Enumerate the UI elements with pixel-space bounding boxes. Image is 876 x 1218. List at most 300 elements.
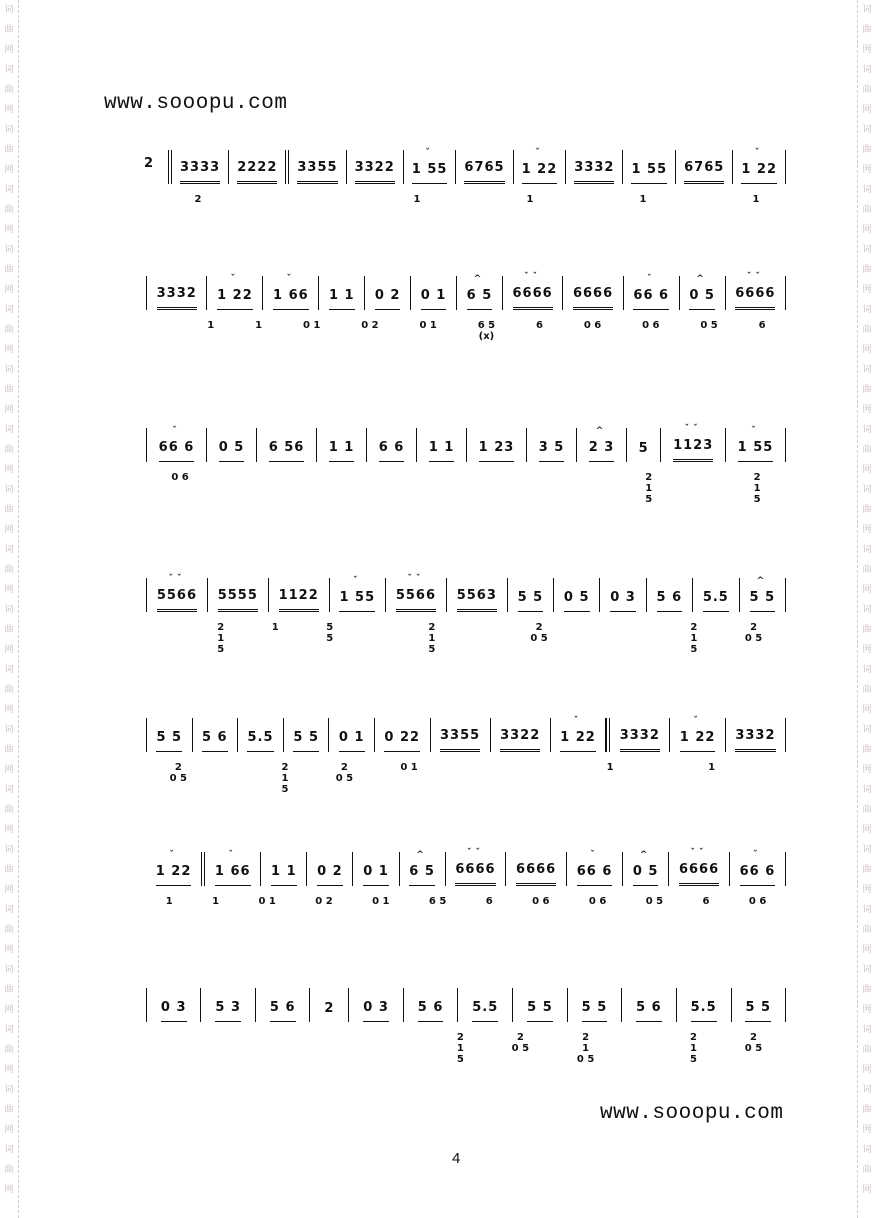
measure	[623, 852, 669, 886]
accompaniment-cell: 1	[207, 320, 215, 331]
watermark-glyph: 曲	[862, 385, 872, 395]
watermark-glyph: 曲	[4, 265, 14, 275]
watermark-glyph: 曲	[862, 925, 872, 935]
watermark-glyph: 网	[4, 765, 14, 775]
accompaniment-cell	[146, 320, 187, 364]
measure	[289, 150, 346, 184]
accompaniment-cell: 2 1 5	[645, 472, 653, 505]
measure	[726, 272, 786, 310]
measure-notes: 0 5	[564, 590, 590, 612]
watermark-url-top[interactable]: www.sooopu.com	[104, 92, 288, 115]
watermark-glyph: 网	[862, 825, 872, 835]
measure-notes: 0 1	[421, 288, 447, 310]
watermark-glyph: 网	[862, 285, 872, 295]
watermark-glyph: 曲	[4, 505, 14, 515]
measure-notes: 6666	[573, 286, 613, 310]
watermark-glyph: 词	[4, 5, 14, 15]
accompaniment-cell	[194, 1032, 242, 1076]
watermark-glyph: 曲	[4, 385, 14, 395]
accompaniment-cell: 0 6	[171, 472, 189, 483]
measure-notes: 6666 ˇˇ	[455, 862, 495, 886]
ornament-mark: ˇ	[590, 850, 599, 860]
measure	[677, 988, 732, 1022]
ornament-mark: ˇ	[753, 850, 762, 860]
measure-notes: 3355	[297, 160, 337, 184]
accompaniment-cell: 1	[165, 896, 173, 907]
accompaniment-row	[146, 472, 786, 516]
accompaniment-cell: 1	[752, 194, 760, 205]
accompaniment-cell: 0 5	[645, 896, 664, 907]
measure-notes: 5 5	[518, 590, 544, 612]
measure	[146, 276, 207, 310]
accompaniment-cell: 6	[485, 896, 493, 907]
accompaniment-row	[146, 762, 786, 806]
accompaniment-row	[146, 622, 786, 666]
watermark-glyph: 曲	[862, 145, 872, 155]
score-system	[146, 150, 786, 240]
measure	[386, 574, 447, 612]
measure-notes: 0 2	[375, 288, 401, 310]
watermark-glyph: 词	[4, 425, 14, 435]
accompaniment-cell: 0 1	[372, 896, 390, 907]
watermark-glyph: 网	[862, 1065, 872, 1075]
ornament-mark: ˇ	[228, 850, 237, 860]
accompaniment-row	[146, 320, 786, 364]
watermark-glyph: 曲	[4, 625, 14, 635]
watermark-glyph: 词	[862, 605, 872, 615]
measure	[375, 718, 431, 752]
accompaniment-cell	[316, 472, 367, 516]
measure	[554, 578, 600, 612]
measure-notes: 3332	[157, 286, 197, 310]
measure	[400, 852, 446, 886]
accompaniment-cell: 0 5	[700, 320, 718, 331]
measure-notes: 5 6	[270, 1000, 296, 1022]
measure	[347, 150, 404, 184]
measure-notes: 6 5 ^	[467, 288, 493, 310]
watermark-glyph: 网	[4, 45, 14, 55]
measure	[457, 276, 503, 310]
measure-notes: 3333	[180, 160, 220, 184]
score-system	[146, 574, 786, 668]
accompaniment-cell: 6	[536, 320, 543, 331]
measure-notes: 2 3 ^	[589, 440, 615, 462]
measure	[417, 428, 467, 462]
watermark-glyph: 曲	[862, 1105, 872, 1115]
measure-notes: 1 22 ˇ	[680, 730, 716, 752]
ornament-mark: ˇ	[535, 148, 544, 158]
watermark-glyph: 网	[862, 45, 872, 55]
measure-notes: 6765	[464, 160, 504, 184]
measure-notes: 6666	[516, 862, 556, 886]
accompaniment-cell	[366, 472, 417, 516]
accompaniment-cell	[441, 762, 488, 806]
watermark-glyph: 词	[862, 125, 872, 135]
watermark-glyph: 网	[4, 1005, 14, 1015]
watermark-glyph: 词	[862, 725, 872, 735]
accompaniment-cell: 6 5 (x)	[477, 320, 496, 342]
measure-notes: 6666 ˇˇ	[679, 862, 719, 886]
accompaniment-cell	[214, 472, 265, 516]
measure-notes: 1 22 ˇ	[217, 288, 253, 310]
accompaniment-cell: 0 1	[258, 896, 276, 907]
measure	[146, 988, 201, 1022]
watermark-glyph: 曲	[4, 925, 14, 935]
measure-notes: 3332	[735, 728, 775, 752]
measure	[647, 578, 693, 612]
measure-notes: 0 3	[610, 590, 636, 612]
measure	[269, 578, 330, 612]
accompaniment-cell	[334, 194, 387, 238]
watermark-glyph: 网	[862, 585, 872, 595]
accompaniment-cell: 1	[526, 194, 534, 205]
measure	[726, 718, 786, 752]
accompaniment-cell	[417, 472, 468, 516]
right-watermark-strip	[857, 0, 876, 1218]
ornament-mark: ˇ	[425, 148, 434, 158]
measure	[458, 988, 513, 1022]
watermark-glyph: 曲	[4, 565, 14, 575]
measure	[726, 428, 786, 462]
measure-notes: 3322	[500, 728, 540, 752]
accompaniment-cell: 5 5	[326, 622, 334, 644]
measure	[329, 718, 375, 752]
ornament-mark: ˇ	[751, 426, 760, 436]
accompaniment-cell	[357, 622, 405, 666]
watermark-glyph: 网	[862, 1125, 872, 1135]
watermark-glyph: 词	[4, 485, 14, 495]
score-system	[146, 718, 786, 808]
watermark-glyph: 词	[4, 185, 14, 195]
ornament-mark: ˇˇ	[684, 424, 702, 434]
measure	[447, 578, 508, 612]
watermark-glyph: 词	[862, 65, 872, 75]
watermark-glyph: 网	[4, 945, 14, 955]
watermark-glyph: 词	[862, 1025, 872, 1035]
watermark-glyph: 网	[862, 105, 872, 115]
measure-notes: 6 6	[379, 440, 405, 462]
measure-notes: 5 5 ^	[750, 590, 776, 612]
ornament-mark: ˇˇ	[407, 574, 425, 584]
accompaniment-cell	[536, 762, 583, 806]
watermark-glyph: 网	[862, 765, 872, 775]
watermark-glyph: 词	[862, 905, 872, 915]
measure	[567, 852, 623, 886]
measure	[353, 852, 399, 886]
accompaniment-cell	[560, 194, 613, 238]
watermark-glyph: 曲	[862, 1045, 872, 1055]
watermark-glyph: 网	[862, 1005, 872, 1015]
watermark-glyph: 词	[862, 545, 872, 555]
accompaniment-cell: 2 0 5	[335, 762, 354, 784]
ornament-mark: ˇˇ	[524, 272, 542, 282]
accompaniment-cell	[289, 1032, 337, 1076]
accompaniment-cell: 2 1 5	[689, 1032, 697, 1065]
watermark-glyph: 词	[4, 725, 14, 735]
watermark-glyph: 网	[4, 105, 14, 115]
measure	[740, 578, 786, 612]
accompaniment-cell	[572, 622, 620, 666]
watermark-glyph: 曲	[4, 145, 14, 155]
watermark-glyph: 曲	[862, 205, 872, 215]
measure-notes: 5 3	[215, 1000, 241, 1022]
watermark-glyph: 词	[4, 125, 14, 135]
watermark-glyph: 词	[4, 665, 14, 675]
measure-notes: 3355	[440, 728, 480, 752]
accompaniment-cell: 2 0 5	[511, 1032, 530, 1054]
measure-notes: 5 6	[636, 1000, 662, 1022]
measure	[693, 578, 740, 612]
measure-notes: 66 6 ˇ	[633, 288, 669, 310]
watermark-glyph: 网	[862, 225, 872, 235]
measure	[205, 852, 261, 886]
watermark-glyph: 词	[4, 305, 14, 315]
measure-notes: 5 5	[293, 730, 319, 752]
watermark-glyph: 网	[4, 1185, 14, 1195]
watermark-glyph: 曲	[4, 685, 14, 695]
ornament-mark: ^	[696, 274, 708, 284]
accompaniment-cell: 6	[758, 320, 766, 331]
melody-row	[146, 272, 786, 310]
measure	[467, 428, 527, 462]
measure	[733, 150, 786, 184]
measure	[146, 852, 205, 886]
ornament-mark: ˇˇ	[168, 574, 186, 584]
measure	[367, 428, 417, 462]
watermark-glyph: 曲	[4, 325, 14, 335]
watermark-glyph: 曲	[4, 1045, 14, 1055]
measure	[661, 424, 726, 462]
measure-notes: 1 1	[271, 864, 297, 886]
measure-notes: 1 1	[329, 440, 355, 462]
accompaniment-cell: 1	[606, 762, 614, 773]
ornament-mark: ˇ	[353, 576, 362, 586]
measure	[207, 276, 263, 310]
accompaniment-cell: 2 0 5	[744, 1032, 763, 1054]
watermark-glyph: 曲	[862, 625, 872, 635]
measure	[238, 718, 284, 752]
measure	[606, 718, 670, 752]
watermark-glyph: 曲	[4, 1105, 14, 1115]
accompaniment-cell: 0 6	[748, 896, 767, 907]
measure	[431, 718, 491, 752]
melody-row	[146, 988, 786, 1022]
accompaniment-cell: 0 6	[642, 320, 660, 331]
measure	[349, 988, 403, 1022]
ornament-mark: ˇ	[169, 850, 178, 860]
measure-notes: 1 55 ˇ	[339, 590, 375, 612]
accompaniment-cell	[447, 194, 500, 238]
watermark-glyph: 曲	[4, 205, 14, 215]
ornament-mark: ˇ	[573, 716, 583, 726]
accompaniment-cell	[678, 472, 729, 516]
measure	[730, 852, 786, 886]
measure-notes: 5566 ˇˇ	[396, 588, 436, 612]
melody-row	[168, 150, 786, 184]
watermark-url-bottom[interactable]: www.sooopu.com	[600, 1102, 784, 1125]
watermark-glyph: 曲	[862, 85, 872, 95]
measure-notes: 6765	[684, 160, 724, 184]
measure-notes: 0 5	[219, 440, 245, 462]
measure-notes: 0 3	[363, 1000, 389, 1022]
accompaniment-cell: 2 1 5	[217, 622, 225, 655]
watermark-glyph: 词	[862, 1145, 872, 1155]
measure	[527, 428, 577, 462]
measure	[508, 578, 554, 612]
watermark-glyph: 曲	[862, 265, 872, 275]
melody-row	[146, 718, 786, 752]
watermark-glyph: 词	[4, 845, 14, 855]
watermark-glyph: 曲	[862, 565, 872, 575]
accompaniment-cell: 1	[255, 320, 263, 331]
accompaniment-cell: 0 2	[315, 896, 333, 907]
watermark-glyph: 网	[862, 525, 872, 535]
measure-notes: 0 2	[317, 864, 343, 886]
measure-notes: 5	[638, 441, 649, 456]
watermark-glyph: 词	[862, 965, 872, 975]
accompaniment-cell	[337, 1032, 385, 1076]
accompaniment-cell	[739, 762, 786, 806]
accompaniment-cell	[569, 472, 620, 516]
measure-notes: 5555	[218, 588, 258, 612]
ornament-mark: ˇ	[230, 274, 240, 284]
measure	[551, 718, 607, 752]
ornament-mark: ˇˇ	[466, 848, 484, 858]
measure-notes: 1 1	[329, 288, 355, 310]
accompaniment-cell	[489, 762, 536, 806]
measure-notes: 1 1	[429, 440, 455, 462]
measure	[310, 988, 349, 1022]
measure-notes: 0 22	[384, 730, 420, 752]
melody-row	[146, 848, 786, 886]
watermark-glyph: 词	[862, 365, 872, 375]
watermark-glyph: 曲	[4, 1165, 14, 1175]
watermark-glyph: 网	[862, 945, 872, 955]
watermark-glyph: 曲	[862, 865, 872, 875]
watermark-glyph: 网	[4, 645, 14, 655]
measure	[307, 852, 353, 886]
accompaniment-cell	[146, 1032, 194, 1076]
watermark-glyph: 词	[862, 665, 872, 675]
accompaniment-cell: 2 1 0 5	[576, 1032, 595, 1065]
measure-notes: 6666 ˇˇ	[735, 286, 775, 310]
measure-notes: 5 5	[156, 730, 182, 752]
watermark-glyph: 网	[862, 345, 872, 355]
ornament-mark: ˇ	[693, 716, 702, 726]
measure-notes: 5 6	[202, 730, 228, 752]
page-number: 4	[452, 1150, 461, 1167]
measure-notes: 6666 ˇˇ	[513, 286, 553, 310]
accompaniment-cell: 2 0 5	[169, 762, 188, 784]
accompaniment-cell: 0 6	[588, 896, 607, 907]
measure	[514, 150, 567, 184]
measure	[732, 988, 786, 1022]
accompaniment-cell: 1	[271, 622, 279, 633]
watermark-glyph: 网	[4, 525, 14, 535]
measure	[456, 150, 513, 184]
measure-notes: 1 55	[631, 162, 667, 184]
measure-notes: 5 5	[527, 1000, 553, 1022]
watermark-glyph: 网	[862, 705, 872, 715]
measure-notes: 3322	[355, 160, 395, 184]
melody-row	[146, 574, 786, 612]
accompaniment-row	[168, 194, 786, 238]
measure-notes: 0 5 ^	[633, 864, 659, 886]
accompaniment-cell	[242, 1032, 290, 1076]
watermark-glyph: 网	[4, 825, 14, 835]
ornament-mark: ^	[756, 576, 769, 586]
watermark-glyph: 词	[4, 1025, 14, 1035]
measure	[680, 276, 726, 310]
measure-notes: 1 55 ˇ	[738, 440, 774, 462]
measure	[193, 718, 239, 752]
watermark-glyph: 词	[4, 905, 14, 915]
accompaniment-cell	[619, 622, 667, 666]
ornament-mark: ˇˇ	[746, 272, 764, 282]
watermark-glyph: 词	[4, 965, 14, 975]
measure	[568, 988, 622, 1022]
measure-notes: 1123 ˇˇ	[673, 438, 713, 462]
measure-notes: 5563	[457, 588, 497, 612]
accompaniment-cell	[281, 194, 334, 238]
accompaniment-cell: 0 1	[400, 762, 418, 773]
score-system	[146, 848, 786, 942]
measure	[284, 718, 330, 752]
measure-notes: 66 6 ˇ	[740, 864, 776, 886]
accompaniment-cell	[518, 472, 569, 516]
accompaniment-cell: 2 0 5	[530, 622, 548, 644]
measure	[207, 428, 257, 462]
accompaniment-cell: 0 2	[361, 320, 379, 331]
accompaniment-cell	[385, 1032, 433, 1076]
accompaniment-row	[146, 896, 786, 940]
measure-notes: 5 6	[418, 1000, 444, 1022]
measure	[257, 428, 317, 462]
watermark-glyph: 网	[862, 405, 872, 415]
watermark-glyph: 曲	[862, 25, 872, 35]
watermark-glyph: 网	[4, 225, 14, 235]
watermark-glyph: 曲	[4, 25, 14, 35]
melody-row	[146, 424, 786, 462]
measure	[676, 150, 733, 184]
ornament-mark: ^	[595, 426, 608, 436]
measure-notes: 1 23	[479, 440, 515, 462]
ornament-mark: ˇ	[286, 274, 296, 284]
watermark-glyph: 网	[862, 165, 872, 175]
measure	[256, 988, 310, 1022]
accompaniment-cell	[265, 472, 316, 516]
measure	[566, 150, 623, 184]
measure	[261, 852, 307, 886]
measure	[503, 272, 563, 310]
measure-notes: 1 22 ˇ	[156, 864, 192, 886]
measure	[208, 578, 269, 612]
measure	[506, 852, 567, 886]
watermark-glyph: 词	[4, 365, 14, 375]
watermark-glyph: 词	[862, 785, 872, 795]
score-system	[146, 272, 786, 366]
watermark-glyph: 词	[862, 1085, 872, 1095]
watermark-glyph: 曲	[862, 445, 872, 455]
measure	[491, 718, 551, 752]
time-signature: 2	[144, 156, 154, 171]
watermark-glyph: 网	[4, 285, 14, 295]
measure	[317, 428, 367, 462]
watermark-glyph: 网	[4, 405, 14, 415]
measure-notes: 1 66 ˇ	[273, 288, 309, 310]
accompaniment-row	[146, 1032, 786, 1076]
accompaniment-cell	[146, 622, 194, 666]
